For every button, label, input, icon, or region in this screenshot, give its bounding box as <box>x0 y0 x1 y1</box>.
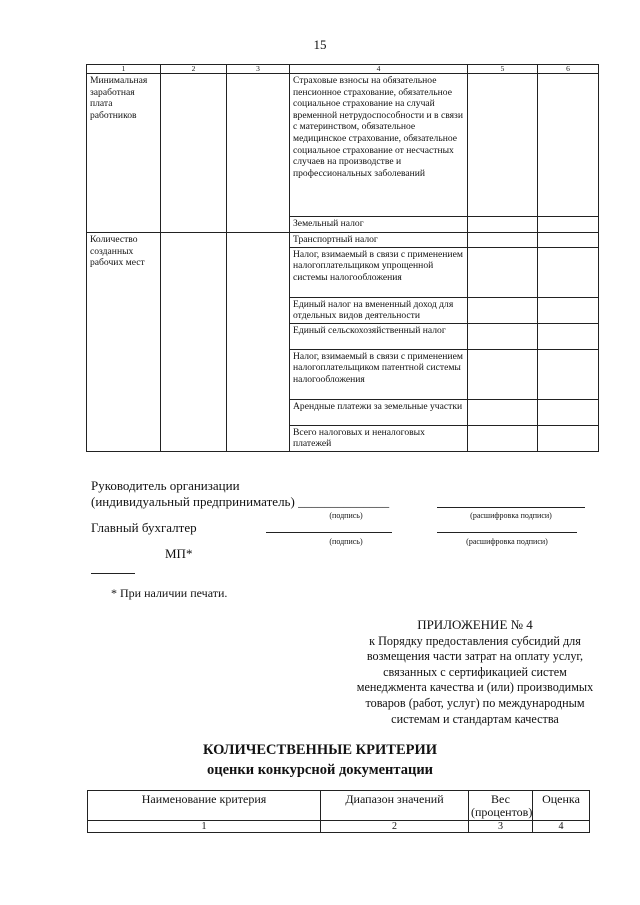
appendix-line: менеджмента качества и (или) производимых <box>356 680 594 695</box>
column-number: 1 <box>88 821 321 833</box>
criteria-header-row <box>88 791 590 821</box>
header-cell: 2 <box>161 65 227 74</box>
column-number: 3 <box>469 821 533 833</box>
empty-cell <box>161 233 227 452</box>
column-number: 4 <box>533 821 590 833</box>
footnote-separator <box>91 573 135 574</box>
decoding-caption: (расшифровка подписи) <box>470 511 552 520</box>
appendix-line: системам и стандартам качества <box>391 711 559 726</box>
empty-cell <box>468 399 538 425</box>
table-row <box>87 233 599 248</box>
item-simplified-tax: Налог, взимаемый в связи с применением налогоплательщиком упрощенной системы налогообложения <box>290 247 468 297</box>
empty-cell <box>538 297 599 323</box>
column-number: 2 <box>321 821 469 833</box>
table-row <box>87 74 599 217</box>
accountant-signature-line <box>266 532 392 533</box>
head-label: Руководитель организации <box>91 478 240 493</box>
item-patent-tax: Налог, взимаемый в связи с применением налогоплательщиком патентной системы налогообложения <box>290 349 468 399</box>
item-transport-tax: Транспортный налог <box>290 233 468 248</box>
empty-cell <box>468 74 538 217</box>
criteria-number-row <box>88 821 590 833</box>
appendix-line: товаров (работ, услуг) по международным <box>365 695 585 710</box>
empty-cell <box>468 323 538 349</box>
footnote: * При наличии печати. <box>111 586 228 600</box>
empty-cell <box>538 323 599 349</box>
decoding-caption: (расшифровка подписи) <box>466 537 548 546</box>
accountant-decoding-line <box>437 532 577 533</box>
item-insurance-contributions: Страховые взносы на обязательное пенсионное страхование, обязательное социальное страхование на случай временной нетрудоспособности и в связи с материнством, обязательное медицинское страхование, обязательное социальное страхование от несчастных случаев на производстве и профессиональных заболеваний <box>290 74 468 217</box>
page-number: 15 <box>313 37 327 52</box>
empty-cell <box>468 425 538 451</box>
empty-cell <box>538 425 599 451</box>
empty-cell <box>538 233 599 248</box>
empty-cell <box>538 247 599 297</box>
empty-cell <box>227 74 290 233</box>
item-imputed-income-tax: Единый налог на вмененный доход для отдельных видов деятельности <box>290 297 468 323</box>
signature-caption: (подпись) <box>329 511 363 520</box>
empty-cell <box>468 247 538 297</box>
appendix-line: возмещения части затрат на оплату услуг, <box>366 649 584 664</box>
empty-cell <box>468 297 538 323</box>
appendix-title: ПРИЛОЖЕНИЕ № 4 <box>417 617 533 632</box>
empty-cell <box>538 74 599 217</box>
item-total-payments: Всего налоговых и неналоговых платежей <box>290 425 468 451</box>
empty-cell <box>538 399 599 425</box>
empty-cell <box>468 349 538 399</box>
header-cell: 5 <box>468 65 538 74</box>
header-cell: 6 <box>538 65 599 74</box>
empty-cell <box>161 74 227 233</box>
appendix-block <box>320 617 630 727</box>
signature-caption: (подпись) <box>329 537 363 546</box>
column-header: Вес (процентов) <box>469 791 533 821</box>
criteria-title <box>0 740 640 780</box>
tax-payments-table <box>86 64 599 452</box>
header-cell: 3 <box>227 65 290 74</box>
column-header: Наименование критерия <box>88 791 321 821</box>
item-land-rent: Арендные платежи за земельные участки <box>290 399 468 425</box>
empty-cell <box>538 217 599 233</box>
column-header: Диапазон значений <box>321 791 469 821</box>
empty-cell <box>468 233 538 248</box>
group-label-min-wage: Минимальная заработная плата работников <box>87 74 161 233</box>
decoding-line <box>437 507 585 508</box>
appendix-line: к Порядку предоставления субсидий для <box>369 633 581 648</box>
seal-label: МП* <box>165 546 193 561</box>
item-land-tax: Земельный налог <box>290 217 468 233</box>
criteria-title-line1: КОЛИЧЕСТВЕННЫЕ КРИТЕРИИ <box>202 742 438 758</box>
table-header-row <box>87 65 599 74</box>
appendix-line: связанных с сертификацией систем <box>383 664 567 679</box>
empty-cell <box>538 349 599 399</box>
item-agricultural-tax: Единый сельскохозяйственный налог <box>290 323 468 349</box>
criteria-table <box>87 790 590 833</box>
criteria-title-line2: оценки конкурсной документации <box>206 762 434 778</box>
column-header: Оценка <box>533 791 590 821</box>
empty-cell <box>227 233 290 452</box>
header-cell: 1 <box>87 65 161 74</box>
header-cell: 4 <box>290 65 468 74</box>
head-label-entrepreneur: (индивидуальный предприниматель) ______________ <box>91 494 390 509</box>
empty-cell <box>468 217 538 233</box>
chief-accountant-label: Главный бухгалтер <box>91 520 197 535</box>
group-label-jobs-created: Количество созданных рабочих мест <box>87 233 161 452</box>
